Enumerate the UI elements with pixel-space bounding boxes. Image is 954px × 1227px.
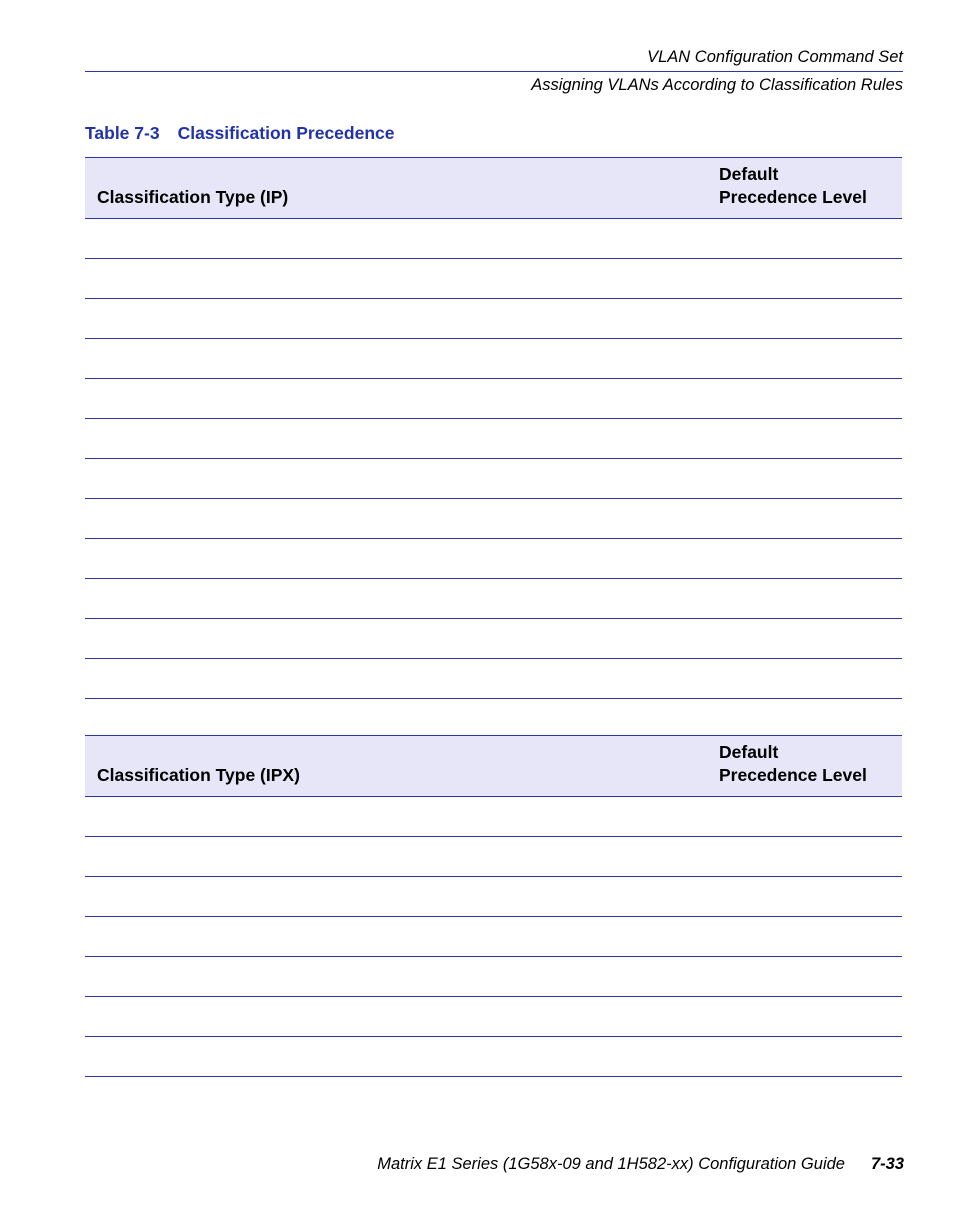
table-number: Table 7-3 (85, 123, 160, 143)
page-number: 7-33 (870, 1155, 904, 1173)
running-header-chapter: VLAN Configuration Command Set (647, 48, 903, 66)
table-row (85, 917, 902, 957)
table-row (85, 459, 902, 499)
ip-col-level-line2: Precedence Level (719, 187, 867, 207)
table-row (85, 699, 902, 739)
table-row (85, 419, 902, 459)
ip-col-precedence-level (719, 163, 867, 209)
table-row (85, 659, 902, 699)
table-row (85, 877, 902, 917)
table-row (85, 379, 902, 419)
table-row (85, 339, 902, 379)
ipx-col-level-line2: Precedence Level (719, 765, 867, 785)
table-row (85, 539, 902, 579)
page-footer (377, 1154, 904, 1174)
table-caption (85, 122, 394, 144)
table-row (85, 259, 902, 299)
table-row (85, 219, 902, 259)
table-row (85, 1037, 902, 1077)
footer-guide-title: Matrix E1 Series (1G58x-09 and 1H582-xx) Configuration Guide (377, 1155, 845, 1173)
table-row (85, 837, 902, 877)
ip-col-level-line1: Default (719, 164, 779, 184)
table-row (85, 579, 902, 619)
ipx-classification-table (85, 735, 902, 1077)
table-row (85, 299, 902, 339)
running-header-section: Assigning VLANs According to Classification Rules (531, 76, 903, 94)
table-row (85, 797, 902, 837)
ip-table-body (85, 219, 902, 739)
ip-col-classification-type: Classification Type (IP) (97, 187, 289, 207)
table-row (85, 997, 902, 1037)
table-row (85, 619, 902, 659)
table-row (85, 957, 902, 997)
ipx-col-precedence-level (719, 741, 867, 787)
header-rule (85, 71, 903, 72)
ip-classification-table (85, 157, 902, 739)
ip-table-header (85, 157, 902, 219)
table-row (85, 499, 902, 539)
table-title: Classification Precedence (177, 123, 395, 143)
ipx-table-header (85, 735, 902, 797)
ipx-table-body (85, 797, 902, 1077)
ipx-col-classification-type: Classification Type (IPX) (97, 765, 300, 785)
ipx-col-level-line1: Default (719, 742, 779, 762)
